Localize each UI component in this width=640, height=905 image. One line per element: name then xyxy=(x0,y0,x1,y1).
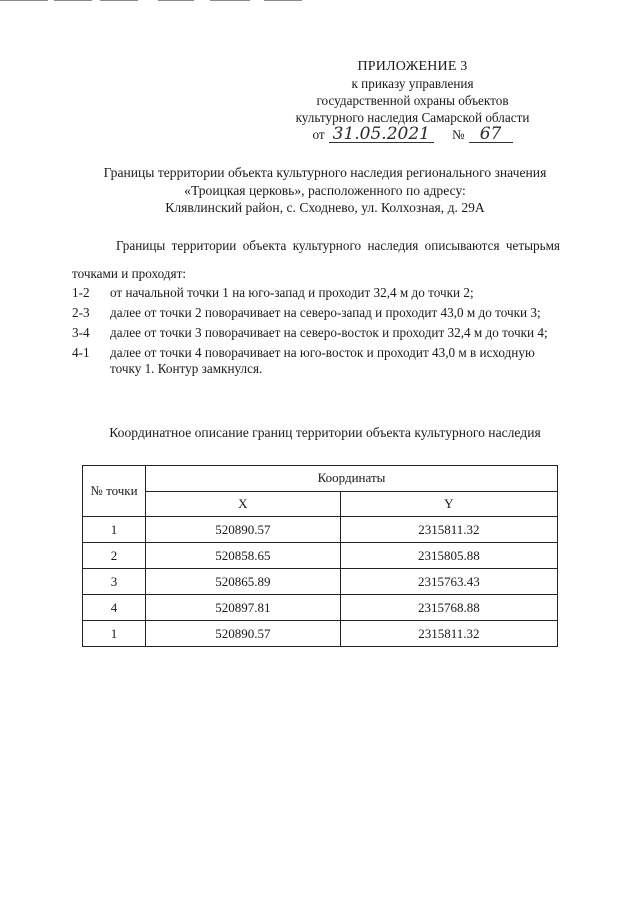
appendix-line-3: культурного наследия Самарской области xyxy=(295,110,530,125)
scan-edge-marks xyxy=(0,0,640,4)
table-row xyxy=(83,569,558,595)
boundary-step xyxy=(72,345,552,377)
order-date-line xyxy=(250,126,575,143)
y-cell: 2315763.43 xyxy=(340,569,557,595)
step-text: от начальной точки 1 на юго-запад и проходит 32,4 м до точки 2; xyxy=(110,285,474,300)
y-cell: 2315805.88 xyxy=(340,543,557,569)
number-prefix: № xyxy=(451,127,465,142)
appendix-title: ПРИЛОЖЕНИЕ 3 xyxy=(357,59,468,74)
intro-paragraph xyxy=(72,232,560,288)
boundary-step xyxy=(72,285,552,301)
appendix-line-1: к приказу управления xyxy=(351,76,474,91)
y-cell: 2315811.32 xyxy=(340,517,557,543)
step-text: далее от точки 2 поворачивает на северо-запад и проходит 43,0 м до точки 3; xyxy=(110,305,541,320)
point-cell: 3 xyxy=(83,569,146,595)
intro-text: Границы территории объекта культурного наследия описываются четырьмя точками и проходят: xyxy=(72,238,560,281)
table-row xyxy=(83,543,558,569)
boundary-steps-list xyxy=(72,285,552,381)
boundary-step xyxy=(72,325,552,341)
point-cell: 1 xyxy=(83,621,146,647)
step-text: далее от точки 4 поворачивает на юго-восток и проходит 43,0 м в исходную точку 1. Контур замкнулся. xyxy=(110,345,535,376)
appendix-header xyxy=(250,58,575,143)
x-cell: 520897.81 xyxy=(146,595,341,621)
heading-line-3: Клявлинский район, с. Сходнево, ул. Колхозная, д. 29А xyxy=(165,200,485,215)
point-cell: 2 xyxy=(83,543,146,569)
column-header-x: X xyxy=(146,491,341,517)
document-heading xyxy=(60,164,590,217)
handwritten-date: 31.05.2021 xyxy=(329,126,434,143)
step-number: 2-3 xyxy=(72,305,90,320)
y-cell: 2315768.88 xyxy=(340,595,557,621)
x-cell: 520890.57 xyxy=(146,621,341,647)
appendix-line-2: государственной охраны объектов xyxy=(316,93,509,108)
table-row xyxy=(83,621,558,647)
table-row xyxy=(83,517,558,543)
column-header-point: № точки xyxy=(83,466,146,517)
x-cell: 520890.57 xyxy=(146,517,341,543)
step-number: 3-4 xyxy=(72,325,90,340)
table-header-row xyxy=(83,466,558,492)
point-cell: 4 xyxy=(83,595,146,621)
column-header-coordinates: Координаты xyxy=(146,466,558,492)
point-cell: 1 xyxy=(83,517,146,543)
column-header-y: Y xyxy=(340,491,557,517)
table-caption: Координатное описание границ территории объекта культурного наследия xyxy=(109,425,541,440)
heading-line-2: «Троицкая церковь», расположенного по адресу: xyxy=(184,182,466,198)
handwritten-order-number: 67 xyxy=(469,126,513,143)
table-row xyxy=(83,595,558,621)
step-text: далее от точки 3 поворачивает на северо-восток и проходит 32,4 м до точки 4; xyxy=(110,325,548,340)
step-number: 1-2 xyxy=(72,285,90,300)
x-cell: 520865.89 xyxy=(146,569,341,595)
y-cell: 2315811.32 xyxy=(340,621,557,647)
step-number: 4-1 xyxy=(72,345,90,360)
x-cell: 520858.65 xyxy=(146,543,341,569)
date-prefix: от xyxy=(312,127,325,142)
boundary-step xyxy=(72,305,552,321)
heading-line-1: Границы территории объекта культурного наследия регионального значения xyxy=(103,165,547,180)
coordinates-table xyxy=(82,465,558,647)
table-subheader-row xyxy=(83,491,558,517)
